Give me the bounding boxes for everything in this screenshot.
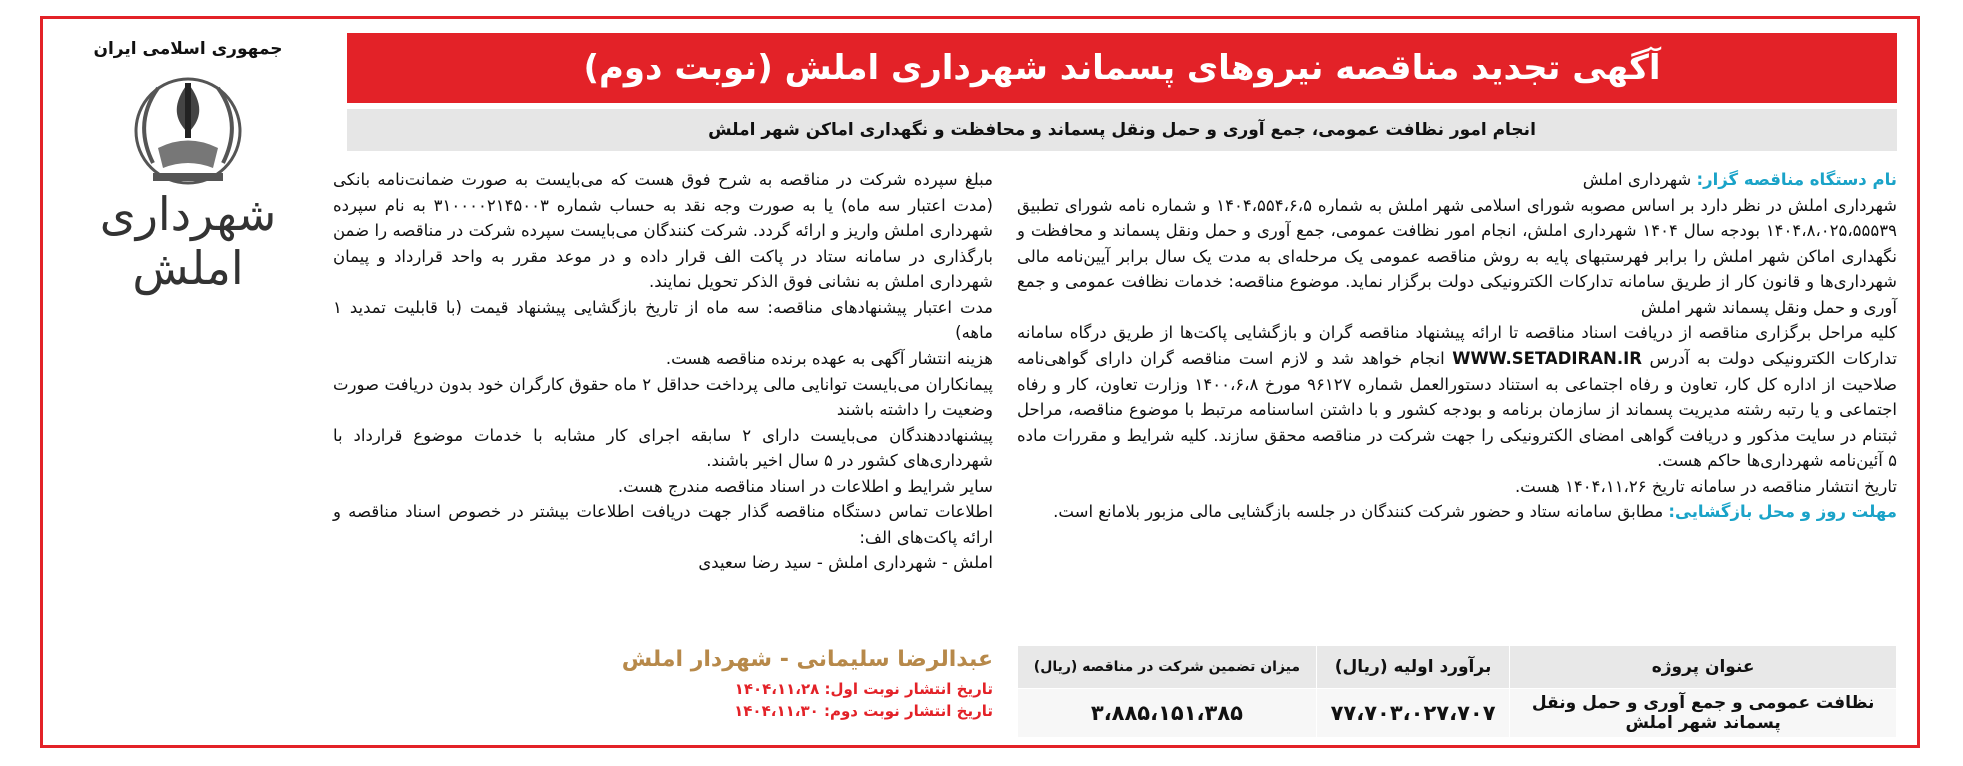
right-column (1017, 167, 1897, 627)
paragraph-contact-name: املش - شهرداری املش - سید رضا سعیدی (698, 553, 993, 573)
paragraph-experience: پیشنهاددهندگان می‌بایست دارای ۲ سابقه اجرای کار مشابه با خدمات موضوع قرارداد با شهرداری‌های کشور در ۵ سال اخیر باشند. (333, 425, 994, 471)
second-publication-date: تاریخ انتشار نوبت دوم: ۱۴۰۴،۱۱،۳۰ (734, 702, 993, 720)
table-cell-estimate: ۷۷،۷۰۳،۰۲۷،۷۰۷ (1316, 689, 1509, 738)
municipality-logo-text: شهرداری املش (99, 187, 277, 295)
table-row (1018, 689, 1897, 738)
org-label: نام دستگاه مناقصه گزار: (1696, 170, 1897, 189)
republic-label: جمهوری اسلامی ایران (93, 39, 283, 59)
notice-title: آگهی تجدید مناقصه نیروهای پسماند شهرداری املش (نوبت دوم) (347, 33, 1897, 103)
deadline-label: مهلت روز و محل بازگشایی: (1668, 502, 1897, 522)
table-cell-project: نظافت عمومی و جمع آوری و حمل ونقل پسماند شهر املش (1510, 689, 1897, 738)
paragraph-tender-description: شهرداری املش در نظر دارد بر اساس مصوبه شورای اسلامی شهر املش به شماره ۱۴۰۴،۵۵۴،۶،۵ و شماره نامه شورای تطبیق ۱۴۰۴،۸،۰۲۵،۵۵۵۳۹ بودجه سال ۱۴۰۴ شهرداری املش، انجام امور نظافت عمومی، جمع آوری و حمل ونقل پسماند و محافظت و نگهداری اماکن شهر املش را برابر فهرستبهای پایه به روش مناقصه عمومی یک مرحله‌ای به مدت یک سال برابر آیین‌نامه مالی شهرداری‌ها و قانون کار از طریق سامانه تدارکات الکترونیکی دولت برگزار نماید. موضوع مناقصه: خدمات نظافت عمومی و جمع آوری و حمل ونقل پسماند شهر املش (1017, 195, 1897, 317)
first-publication-date: تاریخ انتشار نوبت اول: ۱۴۰۴،۱۱،۲۸ (734, 680, 993, 698)
org-value: شهرداری املش (1582, 170, 1692, 189)
table-header-guarantee: میزان تضمین شرکت در مناقصه (ریال) (1018, 646, 1317, 689)
setad-url-link[interactable]: WWW.SETADIRAN.IR (1452, 348, 1642, 368)
paragraph-stages-a: کلیه مراحل برگزاری مناقصه از دریافت اسناد مناقصه تا ارائه پیشنهاد مناقصه گران و بازگشایی پاکت‌ها از طریق درگاه سامانه تدارکات الکترونیکی دولت به آدرس (1017, 323, 1898, 368)
paragraph-stages-b: انجام خواهد شد و لازم است مناقصه گران دارای گواهی‌نامه صلاحیت از اداره کل کار، تعاون و رفاه اجتماعی به استناد دستورالعمل شماره ۹۶۱۲۷ مورخ ۱۴۰۰،۶،۸ وزارت تعاون، کار و رفاه اجتماعی و یا رتبه رشته مدیریت پسماند از سازمان برنامه و بودجه کشور و با داشتن اساسنامه مرتبط با موضوع مناقصه، مراحل ثبتنام در سایت مذکور و دریافت گواهی امضای الکترونیکی را جهت شرکت در مناقصه محقق سازند. کلیه شرایط و مقررات ماده ۵ آئین‌نامه شهرداری‌ها حاکم هست. (1017, 348, 1897, 471)
paragraph-validity: مدت اعتبار پیشنهادهای مناقصه: سه ماه از تاریخ بازگشایی پیشنهاد قیمت (با قابلیت تمدید ۱ ماهه) (333, 297, 993, 343)
table-header-estimate: برآورد اولیه (ریال) (1316, 646, 1509, 689)
paragraph-deposit: مبلغ سپرده شرکت در مناقصه به شرح فوق هست که می‌بایست به صورت ضمانت‌نامه بانکی (مدت اعتبار سه ماه) یا به صورت وجه نقد به حساب شماره ۳۱۰۰۰۰۲۱۴۵۰۰۳ به نام سپرده شهرداری املش واریز و ارائه گردد. شرکت کنندگان می‌بایست سپرده شرکت در مناقصه را ضمن بارگذاری در سامانه ستاد در پاکت الف قرار داده و در موعد مقرر به واحد قرارداد و پیمان شهرداری املش به نشانی فوق الذکر تحویل نمایند. (333, 170, 993, 292)
tender-table (1017, 645, 1897, 738)
paragraph-publish-date: تاریخ انتشار مناقصه در سامانه تاریخ ۱۴۰۴،۱۱،۲۶ هست. (1514, 476, 1897, 496)
paragraph-contact: اطلاعات تماس دستگاه مناقصه گذار جهت دریافت اطلاعات بیشتر در خصوص اسناد مناقصه و ارائه پاکت‌های الف: (333, 502, 993, 547)
notice-subtitle: انجام امور نظافت عمومی، جمع آوری و حمل ونقل پسماند و محافظت و نگهداری اماکن شهر املش (347, 109, 1897, 151)
notice-frame (40, 16, 1920, 748)
municipality-logo (53, 27, 323, 295)
left-column (333, 167, 993, 647)
mayor-signature: عبدالرضا سلیمانی - شهردار املش (621, 647, 993, 672)
paragraph-other-terms: سایر شرایط و اطلاعات در اسناد مناقصه مندرج هست. (617, 476, 993, 496)
paragraph-contractor-finance: پیمانکاران می‌بایست توانایی مالی پرداخت حداقل ۲ ماه حقوق کارگران خود بدون دریافت صورت وضعیت را داشته باشند (333, 374, 993, 420)
deadline-value: مطابق سامانه ستاد و حضور شرکت کنندگان در جلسه بازگشایی مالی مزبور بلامانع است. (1053, 502, 1664, 522)
paragraph-ad-cost: هزینه انتشار آگهی به عهده برنده مناقصه هست. (665, 348, 993, 368)
table-cell-guarantee: ۳،۸۸۵،۱۵۱،۳۸۵ (1018, 689, 1317, 738)
table-header-project: عنوان پروژه (1510, 646, 1897, 689)
emblem-icon (113, 63, 263, 193)
signature-block (333, 647, 993, 720)
